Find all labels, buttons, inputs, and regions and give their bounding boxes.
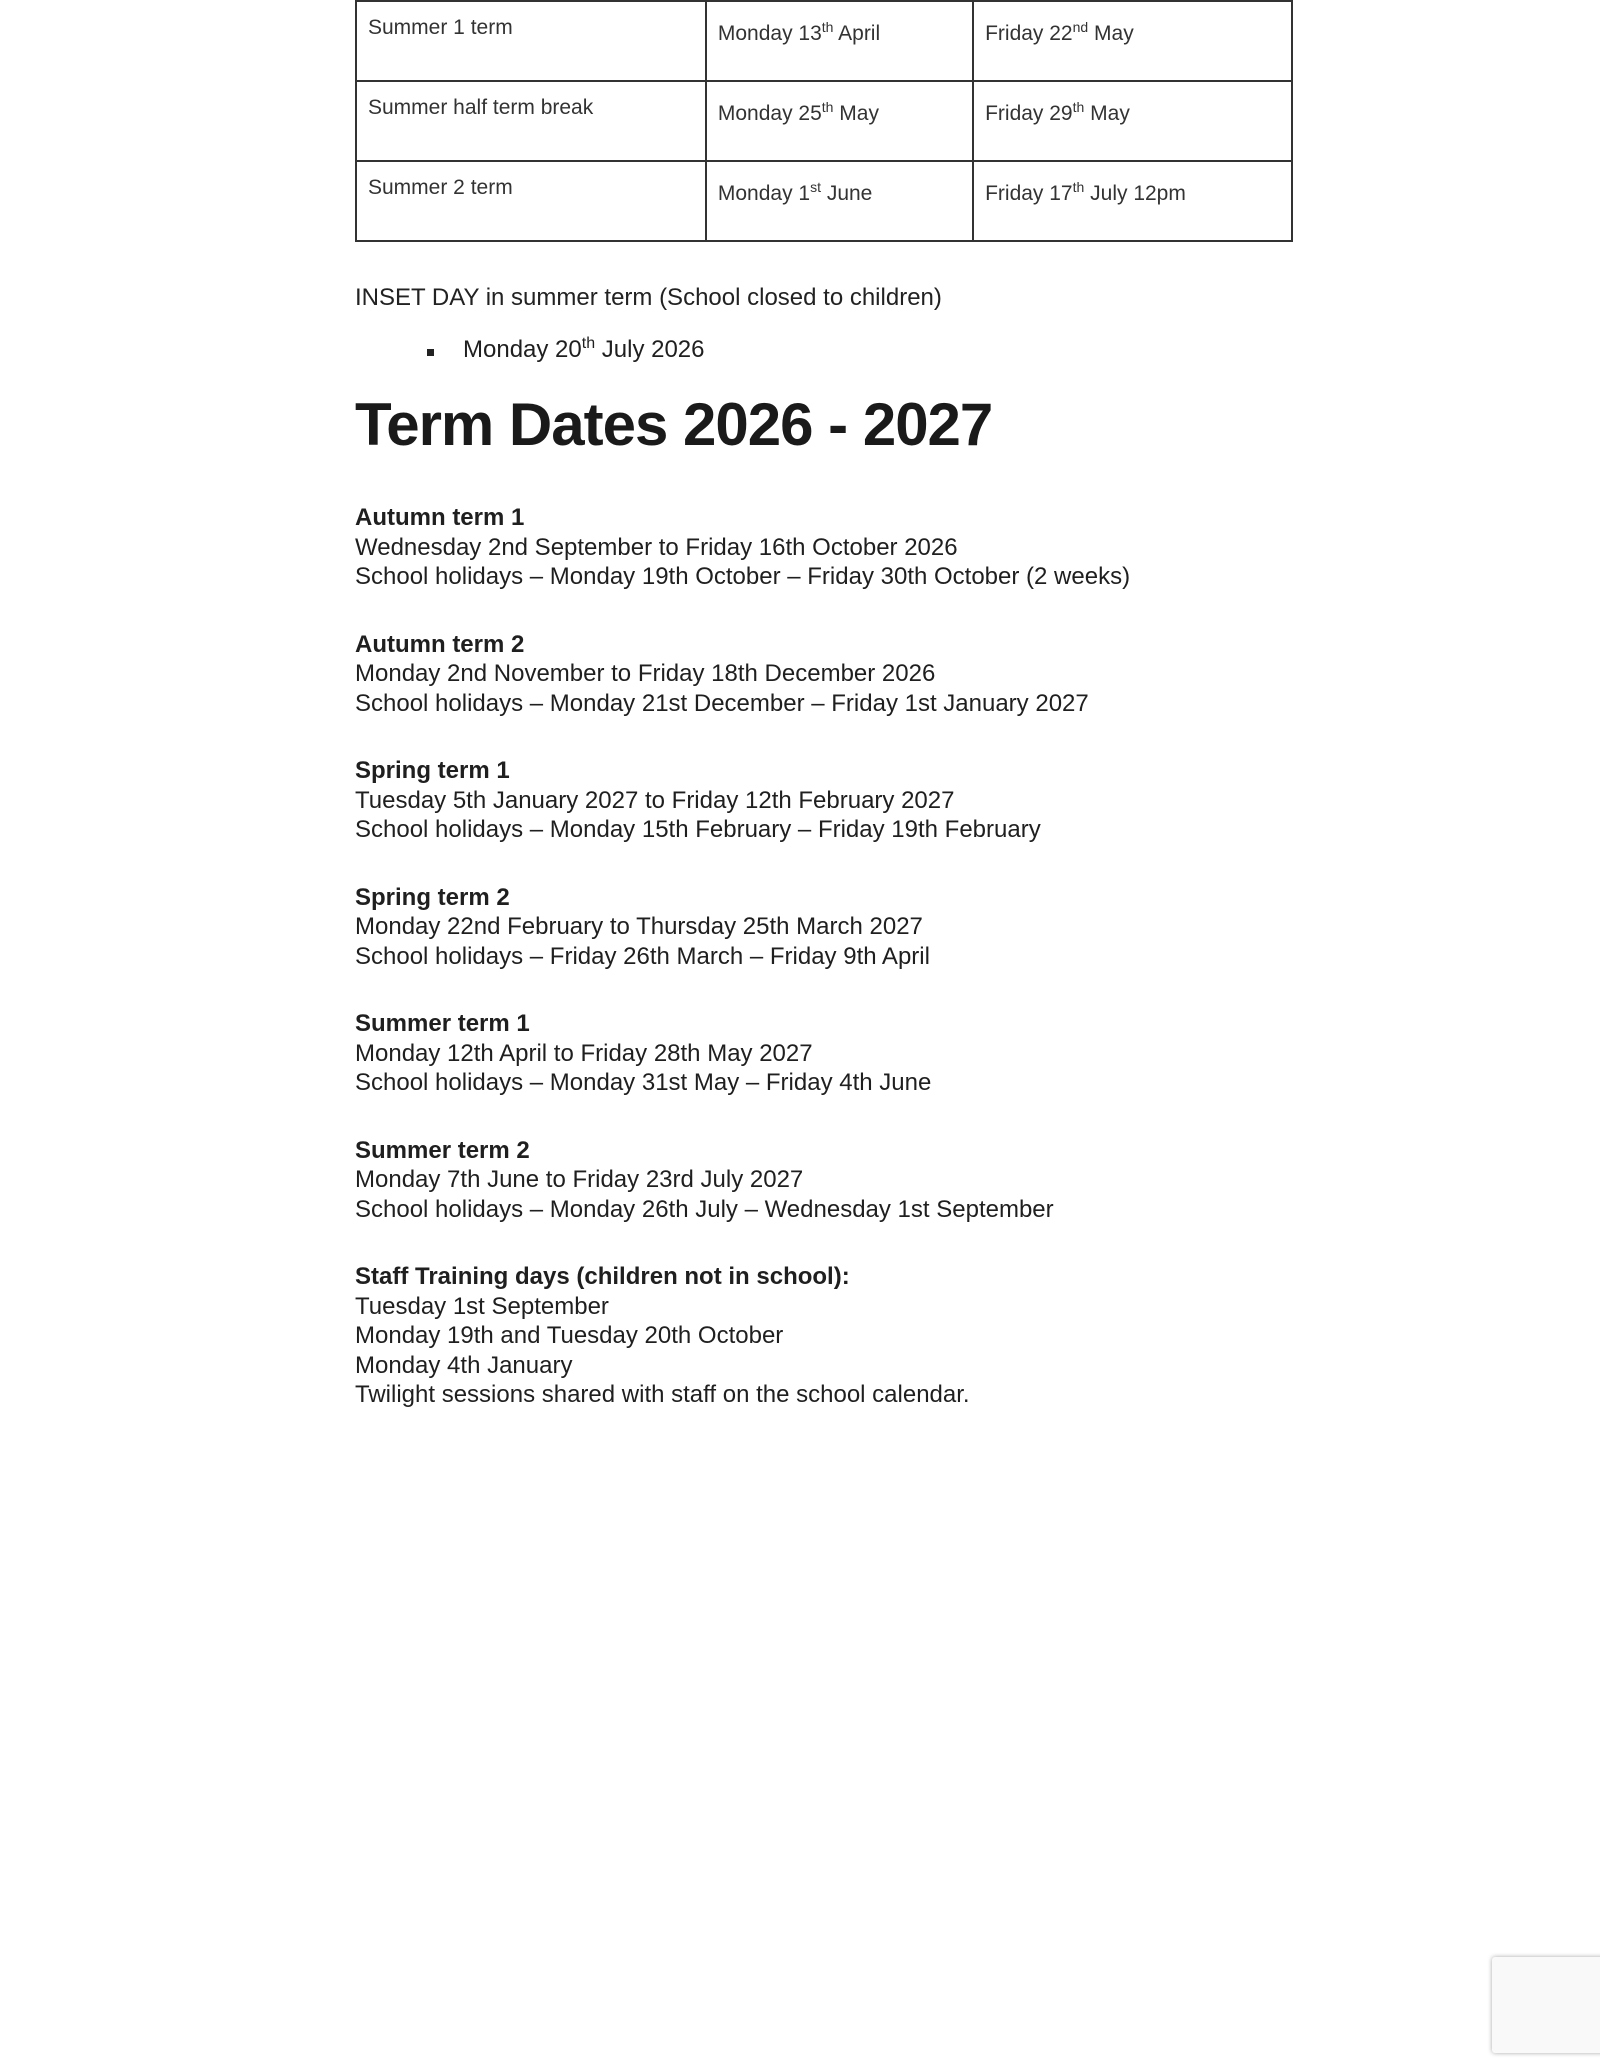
section-title: Spring term 2 xyxy=(355,883,510,911)
section-line: Tuesday 1st September xyxy=(355,1292,609,1320)
document-content xyxy=(355,0,1295,1448)
section-title: Autumn term 1 xyxy=(355,504,525,531)
section-line: School holidays – Monday 31st May – Friday 4th June xyxy=(355,1069,932,1096)
section-line: Wednesday 2nd September to Friday 16th October 2026 xyxy=(355,533,958,561)
term-end-cell: Friday 17th July 12pm xyxy=(973,161,1292,241)
section-line: School holidays – Monday 21st December – Friday 1st January 2027 xyxy=(355,689,1089,717)
table-row xyxy=(356,1,1292,81)
section-line: Twilight sessions shared with staff on the school calendar. xyxy=(355,1381,970,1408)
section-line: Tuesday 5th January 2027 to Friday 12th February 2027 xyxy=(355,786,955,814)
section-line: School holidays – Monday 15th February – Friday 19th February xyxy=(355,816,1041,843)
section-title: Spring term 1 xyxy=(355,757,510,784)
section-line: Monday 4th January xyxy=(355,1351,573,1379)
section-line: School holidays – Friday 26th March – Friday 9th April xyxy=(355,942,930,970)
term-end-cell: Friday 22nd May xyxy=(973,1,1292,81)
term-section-autumn-2 xyxy=(355,630,1295,719)
bullet-square-icon xyxy=(427,349,434,356)
term-section-spring-2 xyxy=(355,883,1295,972)
section-title: Summer term 1 xyxy=(355,1010,530,1037)
table-row xyxy=(356,81,1292,161)
term-section-autumn-1 xyxy=(355,503,1295,592)
term-name-cell: Summer 2 term xyxy=(356,161,706,241)
section-title: Autumn term 2 xyxy=(355,630,525,658)
term-name-cell: Summer 1 term xyxy=(356,1,706,81)
term-start-cell: Monday 25th May xyxy=(706,81,973,161)
term-section-summer-2 xyxy=(355,1136,1295,1225)
page-title: Term Dates 2026 - 2027 xyxy=(355,391,993,458)
term-end-cell: Friday 29th May xyxy=(973,81,1292,161)
inset-day-list xyxy=(355,336,1295,364)
term-section-staff-training xyxy=(355,1262,1295,1410)
summer-term-table xyxy=(355,0,1293,242)
term-section-summer-1 xyxy=(355,1009,1295,1098)
section-line: School holidays – Monday 19th October – Friday 30th October (2 weeks) xyxy=(355,563,1131,590)
section-line: School holidays – Monday 26th July – Wednesday 1st September xyxy=(355,1195,1054,1223)
section-line: Monday 19th and Tuesday 20th October xyxy=(355,1322,784,1349)
section-line: Monday 22nd February to Thursday 25th March 2027 xyxy=(355,913,923,940)
term-start-cell: Monday 13th April xyxy=(706,1,973,81)
recaptcha-badge[interactable] xyxy=(1492,1957,1600,2053)
section-line: Monday 12th April to Friday 28th May 2027 xyxy=(355,1039,813,1067)
term-section-spring-1 xyxy=(355,756,1295,845)
section-line: Monday 2nd November to Friday 18th December 2026 xyxy=(355,660,936,687)
section-title: Staff Training days (children not in school): xyxy=(355,1263,850,1290)
term-sections xyxy=(355,503,1295,1410)
table-row xyxy=(356,161,1292,241)
list-item: Monday 20th July 2026 xyxy=(427,336,1295,364)
section-title: Summer term 2 xyxy=(355,1136,530,1164)
section-line: Monday 7th June to Friday 23rd July 2027 xyxy=(355,1166,804,1193)
term-name-cell: Summer half term break xyxy=(356,81,706,161)
term-start-cell: Monday 1st June xyxy=(706,161,973,241)
inset-day-heading: INSET DAY in summer term (School closed to children) xyxy=(355,284,942,311)
